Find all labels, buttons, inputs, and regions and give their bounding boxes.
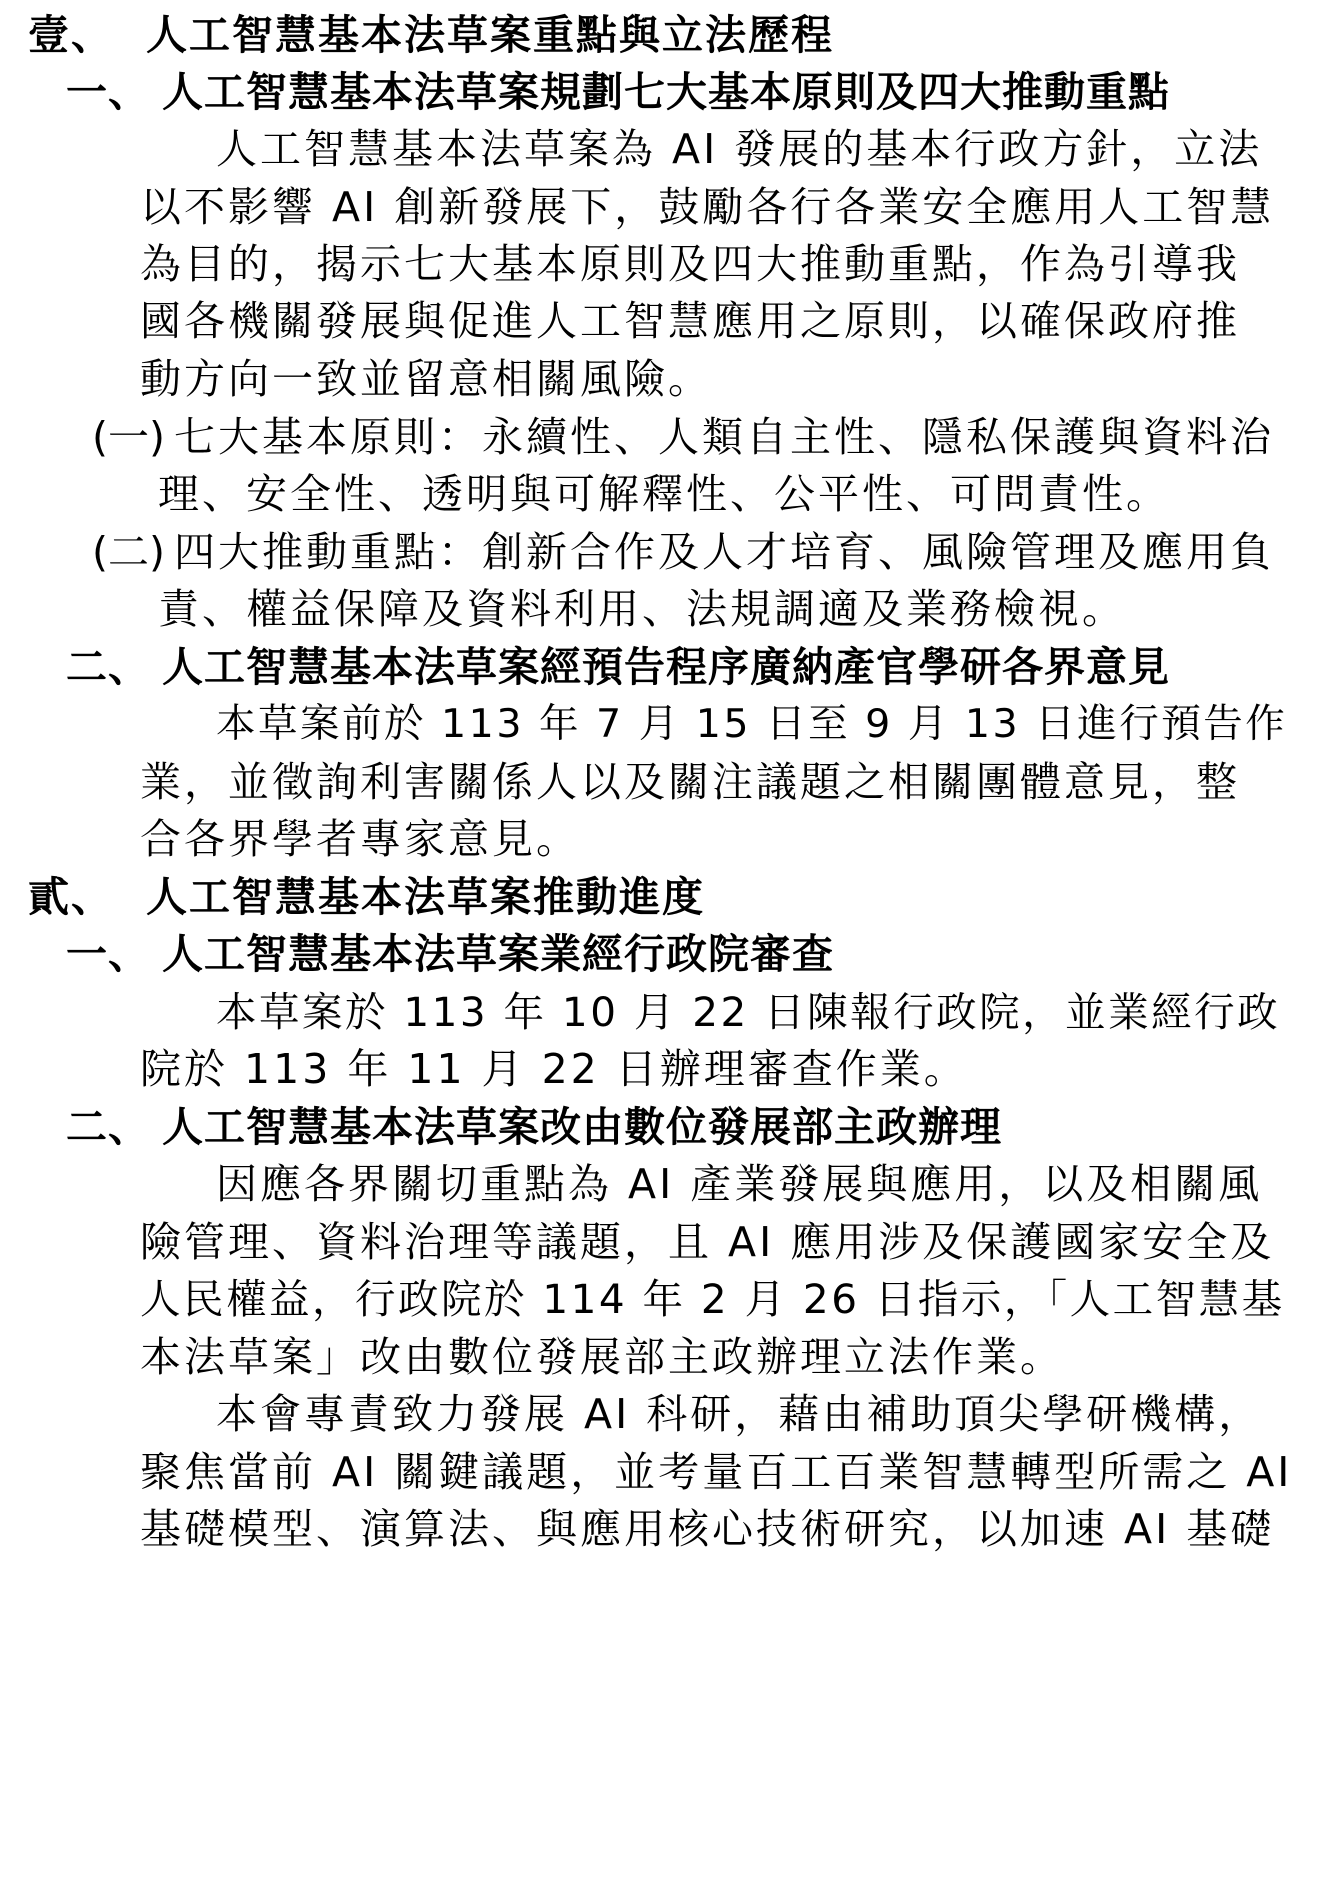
section-title: 人工智慧基本法草案重點與立法歷程 [146, 11, 834, 59]
section-marker: 貳、 [28, 873, 114, 921]
subsection-marker: 二、 [66, 643, 150, 691]
paragraph-line: 本草案前於 113 年 7 月 15 日至 9 月 13 日進行預告作 [216, 701, 1288, 747]
paragraph-line: 人工智慧基本法草案為 AI 發展的基本行政方針，立法 [216, 125, 1263, 173]
list-item-line: 責、權益保障及資料利用、法規調適及業務檢視。 [158, 585, 1126, 633]
section-title: 人工智慧基本法草案推動進度 [146, 873, 705, 921]
subsection-title: 人工智慧基本法草案規劃七大基本原則及四大推動重點 [162, 68, 1170, 116]
subsection-marker: 一、 [66, 68, 150, 116]
subsection-heading [66, 639, 1170, 695]
subsection-title: 人工智慧基本法草案業經行政院審查 [162, 930, 834, 978]
subsection-marker: 一、 [66, 930, 150, 978]
list-item-line: 理、安全性、透明與可解釋性、公平性、可問責性。 [158, 470, 1170, 518]
subsection-heading [66, 926, 834, 982]
paragraph-line: 本草案於 113 年 10 月 22 日陳報行政院，並業經行政 [216, 988, 1281, 1036]
paragraph-line: 業，並徵詢利害關係人以及關注議題之相關團體意見，整 [140, 758, 1240, 806]
section-heading [28, 7, 834, 63]
paragraph-line: 動方向一致並留意相關風險。 [140, 355, 712, 403]
paragraph-line: 為目的，揭示七大基本原則及四大推動重點，作為引導我 [140, 240, 1240, 288]
subsection-heading [66, 1099, 1002, 1155]
subsection-marker: 二、 [66, 1103, 150, 1151]
list-item [92, 409, 1274, 465]
list-item-marker: (二) [92, 528, 165, 576]
paragraph-line: 險管理、資料治理等議題，且 AI 應用涉及保護國家安全及 [140, 1218, 1275, 1266]
list-item-marker: (一) [92, 413, 165, 461]
paragraph-line: 合各界學者專家意見。 [140, 815, 580, 863]
section-heading [28, 869, 705, 925]
list-item-line: 七大基本原則：永續性、人類自主性、隱私保護與資料治 [174, 413, 1274, 461]
list-item [92, 524, 1274, 580]
subsection-title: 人工智慧基本法草案改由數位發展部主政辦理 [162, 1103, 1002, 1151]
paragraph-line: 國各機關發展與促進人工智慧應用之原則，以確保政府推 [140, 297, 1240, 345]
list-item-line: 四大推動重點：創新合作及人才培育、風險管理及應用負 [174, 528, 1274, 576]
paragraph-line: 院於 113 年 11 月 22 日辦理審查作業。 [140, 1045, 968, 1093]
subsection-heading [66, 64, 1170, 120]
paragraph-line: 因應各界關切重點為 AI 產業發展與應用，以及相關風 [216, 1160, 1263, 1208]
paragraph-line: 以不影響 AI 創新發展下，鼓勵各行各業安全應用人工智慧 [140, 183, 1275, 231]
paragraph-line: 本法草案」改由數位發展部主政辦理立法作業。 [140, 1333, 1064, 1381]
paragraph-line: 聚焦當前 AI 關鍵議題，並考量百工百業智慧轉型所需之 AI [140, 1448, 1293, 1496]
paragraph-line: 人民權益，行政院於 114 年 2 月 26 日指示，「人工智慧基 [140, 1275, 1285, 1323]
subsection-title: 人工智慧基本法草案經預告程序廣納產官學研各界意見 [162, 643, 1170, 691]
paragraph-line: 本會專責致力發展 AI 科研，藉由補助頂尖學研機構， [216, 1390, 1263, 1438]
paragraph-line: 基礎模型、演算法、與應用核心技術研究，以加速 AI 基礎 [140, 1505, 1275, 1553]
section-marker: 壹、 [28, 11, 114, 59]
